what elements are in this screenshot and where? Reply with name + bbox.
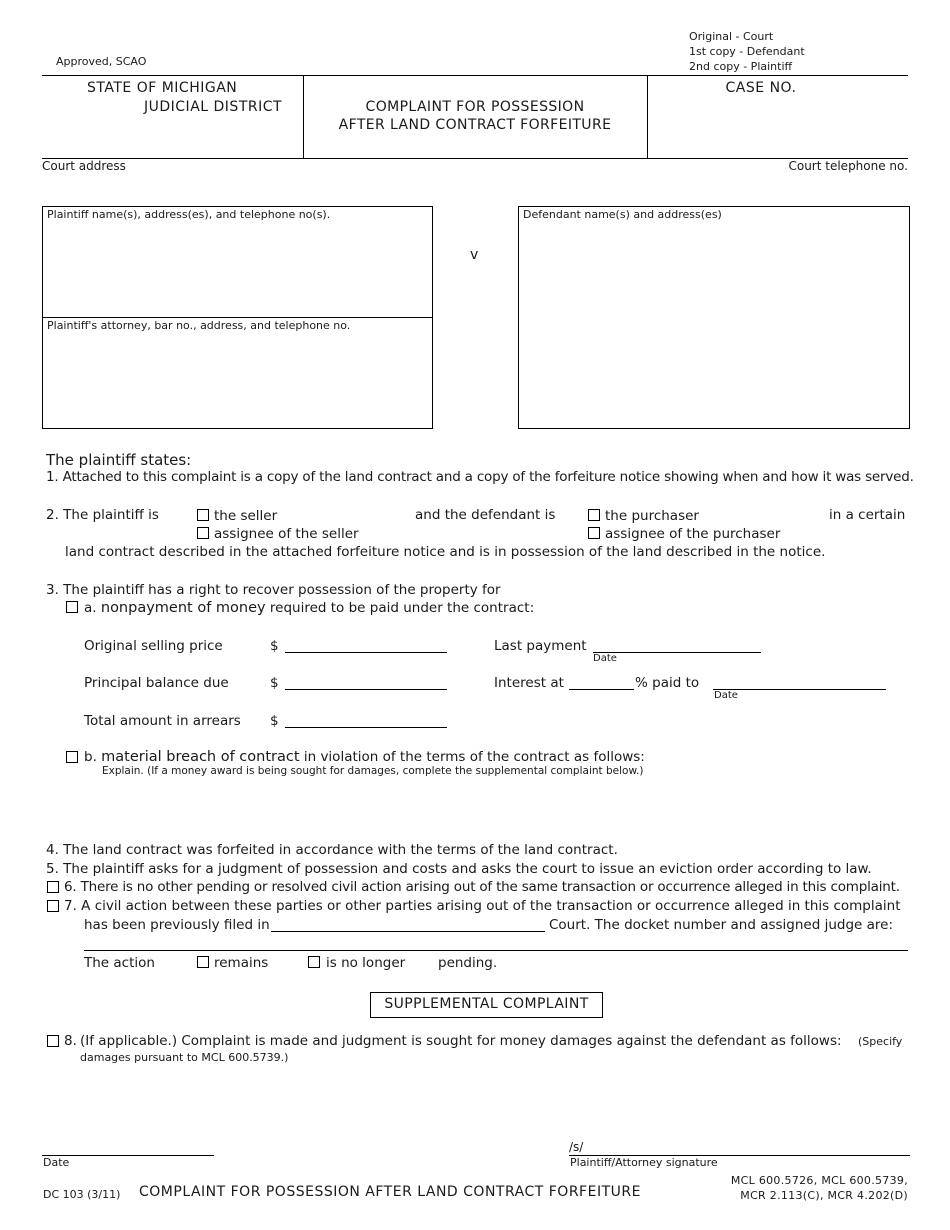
item-7-line2b: Court. The docket number and assigned judge are: <box>549 917 894 933</box>
paid-to-date-input[interactable] <box>713 689 886 690</box>
item-6: 6. There is no other pending or resolved civil action arising out of the same transaction or occurrence alleged in this complaint. <box>64 879 900 895</box>
defendant-label: Defendant name(s) and address(es) <box>523 208 722 221</box>
item-3b-explain: Explain. (If a money award is being sought for damages, complete the supplemental complaint below.) <box>102 765 644 777</box>
copy-second: 2nd copy - Plaintiff <box>689 60 793 73</box>
paid-to-label: % paid to <box>635 675 700 691</box>
original-price-input[interactable] <box>285 652 447 653</box>
assignee-purchaser-label: assignee of the purchaser <box>605 526 781 542</box>
item-7-line1: 7. A civil action between these parties or other parties arising out of the transaction or occurrence alleged in this complaint <box>64 898 901 914</box>
seller-checkbox[interactable] <box>197 509 209 521</box>
form-title <box>303 98 647 134</box>
item-3a <box>84 600 534 616</box>
last-payment-label: Last payment <box>494 638 587 654</box>
plaintiff-field[interactable] <box>47 226 427 312</box>
state-label: STATE OF MICHIGAN <box>87 80 238 96</box>
signature-label: Plaintiff/Attorney signature <box>570 1156 718 1169</box>
item-1: 1. Attached to this complaint is a copy of the land contract and a copy of the forfeiture notice showing when and how it was served. <box>46 469 914 485</box>
versus-label: v <box>470 247 479 263</box>
item-3b-rest: in violation of the terms of the contract as follows: <box>303 749 645 765</box>
paid-to-date-label: Date <box>714 690 738 701</box>
court-address-label: Court address <box>42 159 126 173</box>
nonpayment-checkbox[interactable] <box>66 601 78 613</box>
assignee-seller-label: assignee of the seller <box>214 526 359 542</box>
sig-prefix: /s/ <box>569 1140 584 1154</box>
form-id: DC 103 (3/11) <box>43 1188 121 1201</box>
approved-scao: Approved, SCAO <box>56 55 147 68</box>
copy-distribution <box>689 29 805 74</box>
last-payment-date-label: Date <box>593 653 617 664</box>
copy-first: 1st copy - Defendant <box>689 45 805 58</box>
item-4: 4. The land contract was forfeited in accordance with the terms of the land contract. <box>46 842 618 858</box>
statute-refs <box>731 1173 908 1203</box>
principal-balance-label: Principal balance due <box>84 675 229 691</box>
header-bottom-rule <box>42 158 908 159</box>
original-price-dollar: $ <box>270 638 279 654</box>
item-3-lead: 3. The plaintiff has a right to recover possession of the property for <box>46 582 501 598</box>
case-no-label: CASE NO. <box>725 80 797 96</box>
total-arrears-input[interactable] <box>285 727 447 728</box>
attorney-label: Plaintiff's attorney, bar no., address, and telephone no. <box>47 319 351 332</box>
item-3a-prefix: a. <box>84 600 97 616</box>
copy-original: Original - Court <box>689 30 774 43</box>
total-arrears-label: Total amount in arrears <box>84 713 241 729</box>
item-8-num: 8. <box>64 1033 77 1049</box>
item-8-text: (If applicable.) Complaint is made and judgment is sought for money damages against the defendant as follows: <box>80 1033 842 1049</box>
principal-balance-input[interactable] <box>285 689 447 690</box>
item-8-checkbox[interactable] <box>47 1035 59 1047</box>
docket-judge-line <box>84 950 908 951</box>
statute-line1: MCL 600.5726, MCL 600.5739, <box>730 1174 908 1187</box>
original-price-label: Original selling price <box>84 638 223 654</box>
plaintiff-label: Plaintiff name(s), address(es), and telephone no(s). <box>47 208 331 221</box>
purchaser-checkbox[interactable] <box>588 509 600 521</box>
assignee-seller-checkbox[interactable] <box>197 527 209 539</box>
item-3b-bold: material breach of contract <box>101 749 300 765</box>
attorney-field[interactable] <box>47 337 427 423</box>
item-3b-prefix: b. <box>84 749 97 765</box>
in-certain-label: in a certain <box>829 507 906 523</box>
plaintiff-box-divider <box>43 317 432 318</box>
item-3a-rest: required to be paid under the contract: <box>269 600 535 616</box>
header-top-rule <box>42 75 908 76</box>
plaintiff-states: The plaintiff states: <box>46 451 192 469</box>
item-7-line2a: has been previously filed in <box>84 917 270 933</box>
statute-line2: MCR 2.113(C), MCR 4.202(D) <box>740 1189 908 1202</box>
no-longer-checkbox[interactable] <box>308 956 320 968</box>
principal-balance-dollar: $ <box>270 675 279 691</box>
district-label: JUDICIAL DISTRICT <box>144 99 283 115</box>
defendant-is-label: and the defendant is <box>415 507 556 523</box>
item-6-checkbox[interactable] <box>47 881 59 893</box>
last-payment-date-input[interactable] <box>593 652 761 653</box>
item-3a-bold: nonpayment of money <box>100 600 266 616</box>
assignee-purchaser-checkbox[interactable] <box>588 527 600 539</box>
item-8-line2: damages pursuant to MCL 600.5739.) <box>80 1051 289 1064</box>
interest-rate-input[interactable] <box>569 689 634 690</box>
previous-court-input[interactable] <box>271 931 545 932</box>
form-title-line1: COMPLAINT FOR POSSESSION <box>365 99 585 115</box>
remains-label: remains <box>214 955 269 971</box>
footer-form-title: COMPLAINT FOR POSSESSION AFTER LAND CONTRACT FORFEITURE <box>139 1184 641 1200</box>
item-2-lead: 2. The plaintiff is <box>46 507 159 523</box>
breach-explanation-field[interactable] <box>102 782 902 837</box>
remains-checkbox[interactable] <box>197 956 209 968</box>
material-breach-checkbox[interactable] <box>66 751 78 763</box>
defendant-field[interactable] <box>523 226 903 422</box>
pending-label: pending. <box>438 955 498 971</box>
interest-at-label: Interest at <box>494 675 564 691</box>
supplemental-heading: SUPPLEMENTAL COMPLAINT <box>384 996 589 1012</box>
no-longer-label: is no longer <box>326 955 406 971</box>
total-arrears-dollar: $ <box>270 713 279 729</box>
item-3b <box>84 749 645 765</box>
court-telephone-label: Court telephone no. <box>788 159 908 173</box>
date-label: Date <box>43 1156 70 1169</box>
form-title-line2: AFTER LAND CONTRACT FORFEITURE <box>338 117 612 133</box>
item-2-continuation: land contract described in the attached forfeiture notice and is in possession of the land described in the notice. <box>65 544 826 560</box>
action-label: The action <box>84 955 155 971</box>
item-7-checkbox[interactable] <box>47 900 59 912</box>
purchaser-label: the purchaser <box>605 508 699 524</box>
item-5: 5. The plaintiff asks for a judgment of possession and costs and asks the court to issue an eviction order according to law. <box>46 861 872 877</box>
seller-label: the seller <box>214 508 278 524</box>
item-8-specify: (Specify <box>858 1035 903 1048</box>
